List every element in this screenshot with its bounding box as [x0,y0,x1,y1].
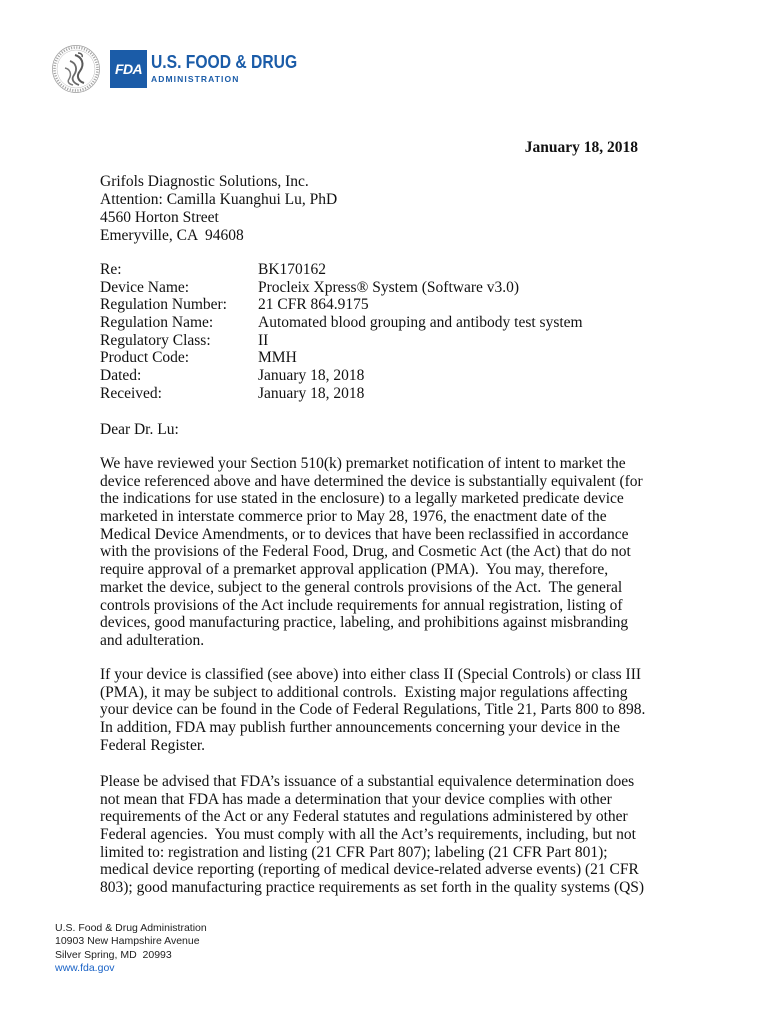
fda-logo-title: U.S. FOOD & DRUG [151,52,298,72]
reference-row [100,331,269,350]
fda-logo-badge: FDA [110,50,147,88]
reference-label: Product Code: [100,349,190,367]
salutation: Dear Dr. Lu: [100,421,179,438]
paragraph-line: controls provisions of the Act include requirements for annual registration, listing of [100,596,623,614]
reference-row [100,367,365,385]
reference-row [100,349,297,367]
footer-agency: U.S. Food & Drug Administration [55,922,207,934]
reference-value: January 18, 2018 [258,384,365,402]
paragraph-line: Federal agencies. You must comply with all the Act’s requirements, including, but not [100,826,636,844]
reference-label: Dated: [100,367,142,385]
paragraph-line: devices, good manufacturing practice, labeling, and prohibitions against misbranding [100,614,629,632]
paragraph-line: and adulteration. [100,631,205,649]
paragraph-line: (PMA), it may be subject to additional controls. Existing major regulations affecting [100,683,628,701]
footer-city: Silver Spring, MD 20993 [55,948,172,961]
reference-label: Regulatory Class: [100,331,211,349]
paragraph-line: marketed in interstate commerce prior to May 28, 1976, the enactment date of the [100,508,607,526]
paragraph-line: In addition, FDA may publish further announcements concerning your device in the [100,719,620,737]
reference-label: Re: [100,261,122,278]
paragraph-line: market the device, subject to the general controls provisions of the Act. The general [100,578,623,596]
recipient-company: Grifols Diagnostic Solutions, Inc. [100,173,309,190]
paragraph-line: We have reviewed your Section 510(k) premarket notification of intent to market the [100,455,626,472]
paragraph-line: medical device reporting (reporting of medical device-related adverse events) (21 CFR [100,861,639,879]
paragraph-line: require approval of a premarket approval application (PMA). You may, therefore, [100,561,609,579]
paragraph-2 [100,666,645,754]
footer-street: 10903 New Hampshire Avenue [55,935,200,948]
footer-website-link[interactable]: www.fda.gov [55,961,115,974]
paragraph-line: with the provisions of the Federal Food, Drug, and Cosmetic Act (the Act) that do not [100,543,631,561]
letter-date: January 18, 2018 [524,139,638,156]
reference-row [100,296,369,314]
reference-row [100,384,365,403]
recipient-address [100,173,337,245]
reference-label: Regulation Name: [100,314,214,332]
hhs-seal-icon [51,44,101,94]
paragraph-line: your device can be found in the Code of Federal Regulations, Title 21, Parts 800 to 898. [100,701,646,719]
reference-row [100,261,327,279]
paragraph-line: not mean that FDA has made a determination that your device complies with other [100,790,612,808]
paragraph-line: 803); good manufacturing practice requirements as set forth in the quality systems (QS) [100,879,645,897]
recipient-city: Emeryville, CA 94608 [100,227,244,244]
reference-label: Regulation Number: [100,296,227,314]
reference-value: 21 CFR 864.9175 [258,296,369,314]
reference-value: January 18, 2018 [258,367,365,385]
reference-value: BK170162 [258,261,327,278]
paragraph-line: device referenced above and have determined the device is substantially equivalent (for [100,472,643,490]
fda-logo-subtitle: ADMINISTRATION [151,74,240,84]
recipient-attention: Attention: Camilla Kuanghui Lu, PhD [100,191,338,208]
paragraph-line: If your device is classified (see above) into either class II (Special Controls) or class III [100,666,642,683]
reference-row [100,314,583,332]
paragraph-3 [100,773,644,897]
reference-value: Automated blood grouping and antibody test system [258,314,583,332]
reference-row [100,278,520,297]
footer-address [55,922,207,975]
paragraph-line: requirements of the Act or any Federal statutes and regulations administered by other [100,808,628,826]
paragraph-line: the indications for use stated in the enclosure) to a legally marketed predicate device [100,490,624,508]
reference-value: II [258,331,269,349]
reference-label: Received: [100,384,162,402]
paragraph-1 [100,455,643,650]
paragraph-line: limited to: registration and listing (21 CFR Part 807); labeling (21 CFR Part 801); [100,843,608,861]
paragraph-line: Medical Device Amendments, or to devices that have been reclassified in accordance [100,525,629,543]
paragraph-line: Please be advised that FDA’s issuance of a substantial equivalence determination does [100,773,635,790]
reference-value: Procleix Xpress® System (Software v3.0) [258,278,520,296]
reference-value: MMH [258,349,297,367]
reference-label: Device Name: [100,278,190,296]
paragraph-line: Federal Register. [100,736,206,754]
recipient-street: 4560 Horton Street [100,209,219,226]
reference-block [100,261,583,403]
